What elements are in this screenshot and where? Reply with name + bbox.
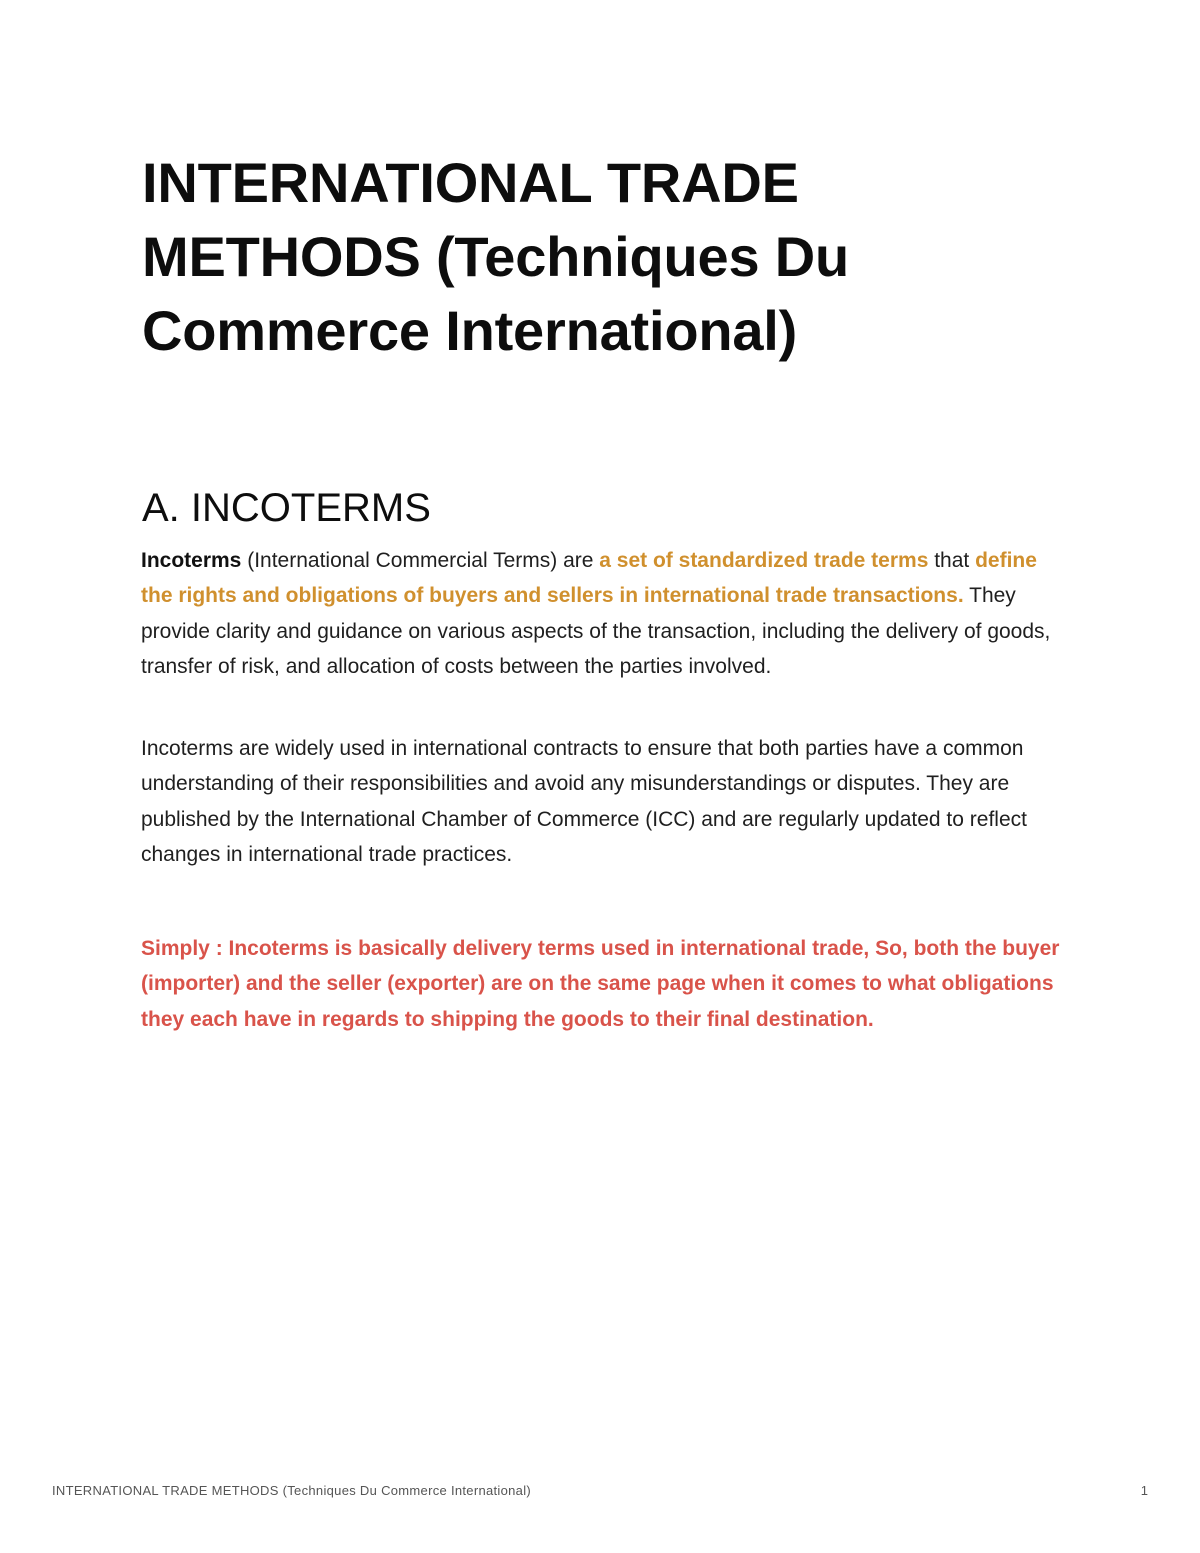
incoterms-term: Incoterms <box>141 549 242 572</box>
paragraph-text: They provide clarity and guidance on various aspects of the transaction, including the delivery of goods, transfer of risk, and allocation of costs between the parties involved. <box>141 584 1051 679</box>
document-title: INTERNATIONAL TRADE METHODS (Techniques Du Commerce International) <box>142 151 850 362</box>
paragraph-text: that <box>928 549 976 572</box>
highlight-rights-obligations: define the rights and obligations of buyers and sellers in international trade transactions. <box>141 549 1037 608</box>
incoterms-summary-paragraph: Simply : Incoterms is basically delivery terms used in international trade, So, both the buyer (importer) and the seller (exporter) are on the same page when it comes to what obligations they each have in regards to shipping the goods to their final destination. <box>141 937 1060 1031</box>
footer-document-title: INTERNATIONAL TRADE METHODS (Techniques Du Commerce International) <box>52 1483 532 1498</box>
incoterms-usage-paragraph: Incoterms are widely used in international contracts to ensure that both parties have a common understanding of their responsibilities and avoid any misunderstandings or disputes. They are published by the International Chamber of Commerce (ICC) and are regularly updated to reflect changes in international trade practices. <box>141 737 1027 867</box>
section-heading-incoterms: A. INCOTERMS <box>142 486 431 530</box>
footer-page-number: 1 <box>1140 1483 1148 1498</box>
highlight-standardized-terms: a set of standardized trade terms <box>599 549 929 572</box>
incoterms-definition-paragraph <box>141 543 1061 685</box>
paragraph-text: (International Commercial Terms) are <box>241 549 600 572</box>
